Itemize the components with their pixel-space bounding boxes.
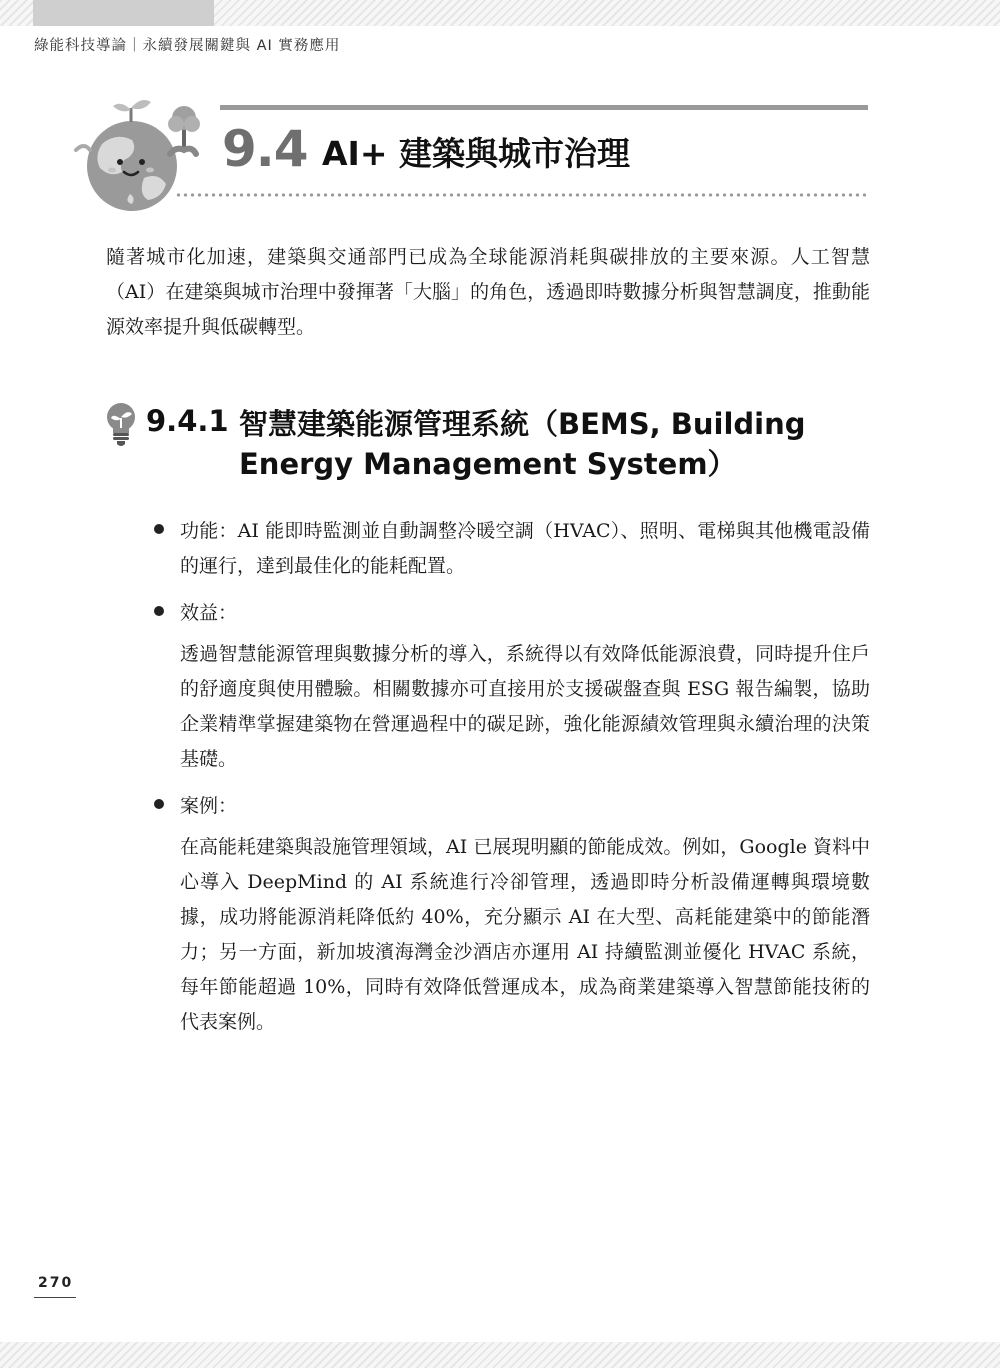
bullet-text: 功能：AI 能即時監測並自動調整冷暖空調（HVAC）、照明、電梯與其他機電設備的運行，達到最佳化的能耗配置。 [180,520,870,577]
bullet-item-function [150,514,870,584]
title-top-rule [220,105,868,110]
top-tab-decoration [33,0,214,26]
subsection-number: 9.4.1 [146,404,229,438]
subsection-title: 智慧建築能源管理系統（BEMS, Building Energy Management System） [239,407,806,481]
bullet-list [150,514,870,1040]
title-dotted-rule [175,193,868,197]
section-title: AI+ 建築與城市治理 [322,134,630,173]
bullet-item-benefit [150,596,870,777]
lightbulb-sprout-icon [104,402,138,448]
bullet-text: 效益： [180,602,238,624]
bullet-body: 透過智慧能源管理與數據分析的導入，系統得以有效降低能源浪費，同時提升住戶的舒適度與使用體驗。相關數據亦可直接用於支援碳盤查與 ESG 報告編製，協助企業精準掌握建築物在營運過程中的碳足跡，強化能源績效管理與永續治理的決策基礎。 [180,643,870,770]
section-number: 9.4 [222,120,308,178]
running-header: 綠能科技導論｜永續發展關鍵與 AI 實務應用 [34,38,341,54]
bullet-body: 在高能耗建築與設施管理領域，AI 已展現明顯的節能成效。例如，Google 資料中心導入 DeepMind 的 AI 系統進行冷卻管理，透過即時分析設備運轉與環境數據，成功將能源消耗降低約 40%，充分顯示 AI 在大型、高耗能建築中的節能潛力；另一方面，新加坡濱海灣金沙酒店亦運用 AI 持續監測並優化 HVAC 系統，每年節能超過 10%，同時有效降低營運成本，成為商業建築導入智慧節能技術的代表案例。 [180,836,870,1033]
bullet-text: 案例： [180,795,238,817]
page-number: 270 [38,1275,74,1291]
bullet-item-case [150,789,870,1040]
bullet-dot-icon [154,799,164,809]
bottom-stripe-decoration [0,1342,1000,1368]
page-number-rule [34,1297,76,1298]
section-intro-paragraph: 隨著城市化加速，建築與交通部門已成為全球能源消耗與碳排放的主要來源。人工智慧（AI）在建築與城市治理中發揮著「大腦」的角色，透過即時數據分析與智慧調度，推動能源效率提升與低碳轉型。 [106,246,870,338]
bullet-dot-icon [154,606,164,616]
bullet-dot-icon [154,524,164,534]
